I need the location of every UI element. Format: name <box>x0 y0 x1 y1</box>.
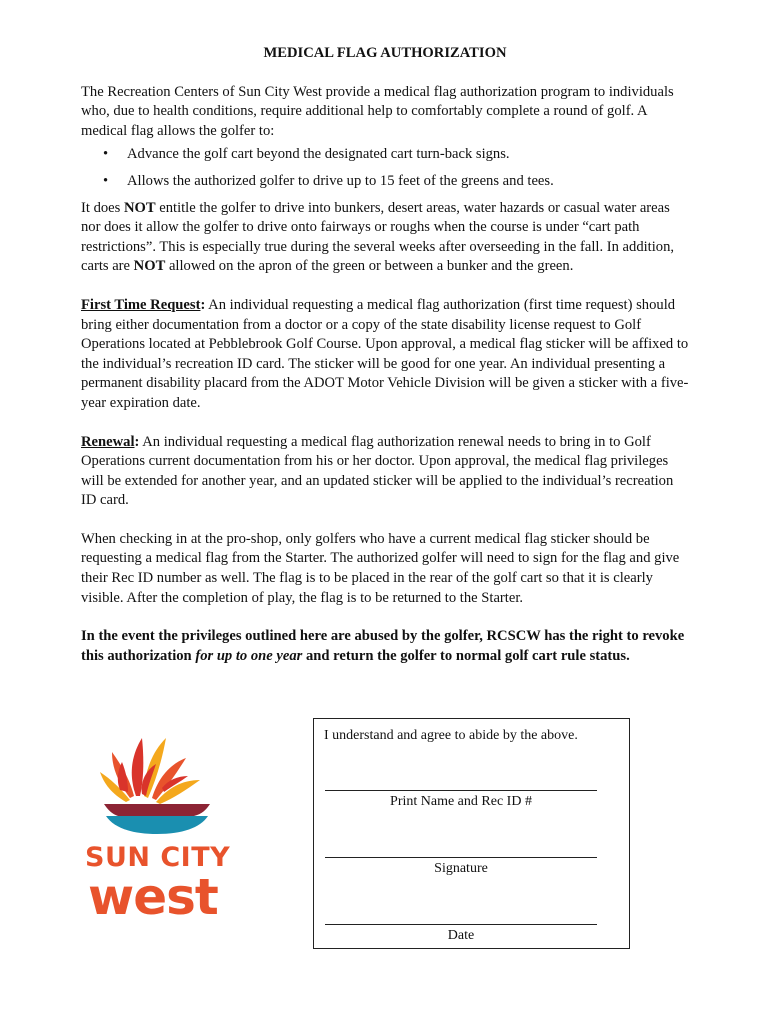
restrictions-paragraph <box>81 199 689 277</box>
date-line[interactable] <box>325 924 597 925</box>
intro-paragraph: The Recreation Centers of Sun City West provide a medical flag authorization program to individuals who, due to health conditions, require additional help to comfortably complete a round of golf. A medical flag allows the golfer to: <box>81 83 674 139</box>
restrictions-text: entitle the golfer to drive into bunkers, desert areas, water hazards or casual water areas nor does it allow the golfer to drive onto fairways or roughs when the course is under “cart path restrictions”. This is especially true during the several weeks after overseeding in the fall. In addition, carts are <box>81 199 675 275</box>
warning-italic-text: for up to one year <box>195 647 303 664</box>
signature-box <box>313 718 630 949</box>
allowances-list <box>81 145 689 191</box>
signature-label: Signature <box>434 861 488 876</box>
not-emphasis: NOT <box>133 258 166 275</box>
heading-colon: : <box>134 433 140 450</box>
renewal-text: An individual requesting a medical flag authorization renewal needs to bring in to Golf Operations current documentation from his or her doctor. Upon approval, the medical flag privileges will be extended for another year, and an updated sticker will be applied to the individual’s recreation ID card. <box>81 433 674 509</box>
renewal-paragraph <box>81 433 689 511</box>
document-body <box>81 44 689 666</box>
first-time-request-text: An individual requesting a medical flag authorization (first time request) should bring either documentation from a doctor or a copy of the state disability license request to Golf Operations located at Pebblebrook Golf Course. Upon approval, a medical flag sticker will be affixed to the individual’s recreation ID card. The sticker will be good for one year. An individual presenting a permanent disability placard from the ADOT Motor Vehicle Division will be given a sticker with a five-year expiration date. <box>81 296 689 411</box>
sunburst-logo-mark <box>82 724 232 839</box>
print-name-line[interactable] <box>325 790 597 791</box>
signature-line[interactable] <box>325 857 597 858</box>
restrictions-text: allowed on the apron of the green or between a bunker and the green. <box>165 258 574 275</box>
first-time-request-paragraph <box>81 296 689 414</box>
checkin-paragraph: When checking in at the pro-shop, only golfers who have a current medical flag sticker should be requesting a medical flag from the Starter. The authorized golfer will need to sign for the flag and give their Rec ID number as well. The flag is to be placed in the rear of the golf cart so that it is clearly visible. After the completion of play, the flag is to be returned to the Starter. <box>81 530 680 606</box>
logo-text-west: west <box>88 868 218 926</box>
bullet-icon: • <box>103 172 109 189</box>
date-label: Date <box>447 928 475 943</box>
warning-text: In the event the privileges outlined here are abused by the golfer, RCSCW has the right to revoke this authorization <box>81 628 685 664</box>
logo-text-sun-city: SUN CITY <box>85 842 231 873</box>
print-name-label: Print Name and Rec ID # <box>390 794 532 809</box>
heading-colon: : <box>200 296 206 313</box>
sun-city-west-logo <box>82 724 232 924</box>
not-emphasis: NOT <box>123 199 156 216</box>
list-item-text: Allows the authorized golfer to drive up to 15 feet of the greens and tees. <box>127 172 554 189</box>
renewal-heading: Renewal <box>81 433 135 450</box>
warning-paragraph <box>81 627 689 666</box>
bullet-icon: • <box>103 146 109 163</box>
list-item <box>81 172 689 192</box>
first-time-request-heading: First Time Request <box>81 296 201 313</box>
document-title: MEDICAL FLAG AUTHORIZATION <box>263 45 507 61</box>
restrictions-text: It does <box>81 199 124 216</box>
warning-text: and return the golfer to normal golf cart rule status. <box>302 647 630 664</box>
list-item-text: Advance the golf cart beyond the designated cart turn-back signs. <box>127 146 510 163</box>
list-item <box>81 145 689 165</box>
agreement-statement: I understand and agree to abide by the above. <box>324 728 578 743</box>
